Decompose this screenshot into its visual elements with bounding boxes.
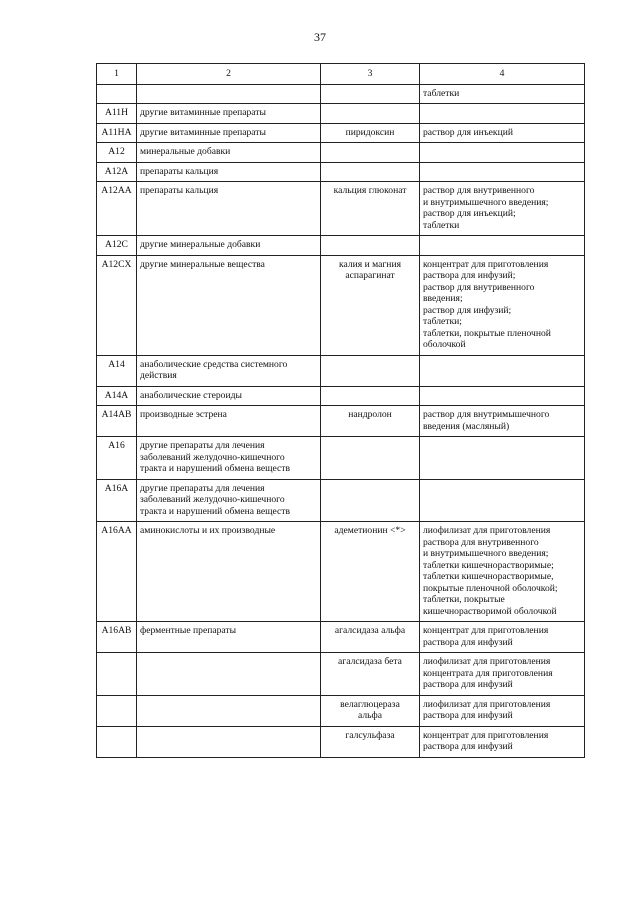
dosage-form-line: кишечнорастворимой оболочкой — [423, 605, 557, 617]
drug-name-cell — [321, 236, 420, 256]
anatomical-group-line: другие минеральные вещества — [140, 258, 265, 270]
dosage-form-line: таблетки, покрытые — [423, 594, 505, 605]
dosage-form-cell — [420, 695, 585, 726]
anatomical-group-cell — [137, 522, 321, 622]
anatomical-group-cell — [137, 84, 321, 104]
table-row — [97, 437, 585, 480]
anatomical-group-cell — [137, 123, 321, 143]
table-header-row — [97, 64, 585, 85]
anatomical-group-line: другие витаминные препараты — [140, 126, 266, 138]
drug-name-line: велаглюцераза — [340, 698, 400, 710]
table-row — [97, 695, 585, 726]
dosage-form-cell — [420, 386, 585, 406]
anatomical-group-line: минеральные добавки — [140, 146, 231, 157]
dosage-form-cell — [420, 236, 585, 256]
column-header-2: 2 — [137, 64, 321, 85]
drug-name-cell — [321, 104, 420, 124]
drug-name-cell — [321, 162, 420, 182]
anatomical-group-cell — [137, 406, 321, 437]
drug-name-line: галсульфаза — [345, 729, 395, 741]
table-row — [97, 726, 585, 757]
anatomical-group-cell — [137, 104, 321, 124]
dosage-form-line: концентрат для приготовления — [423, 258, 549, 270]
atc-code-cell: A12AA — [97, 182, 137, 236]
dosage-form-line: раствор для инъекций; — [423, 208, 516, 219]
anatomical-group-cell — [137, 386, 321, 406]
anatomical-group-line: действия — [140, 370, 177, 381]
anatomical-group-line: тракта и нарушений обмена веществ — [140, 463, 291, 474]
atc-code-cell: A14A — [97, 386, 137, 406]
drug-name-cell — [321, 653, 420, 696]
drug-name-cell — [321, 406, 420, 437]
dosage-form-line: таблетки — [423, 219, 460, 231]
page-number: 37 — [314, 30, 326, 44]
dosage-form-cell — [420, 479, 585, 522]
drug-name-cell — [321, 479, 420, 522]
anatomical-group-line: анаболические стероиды — [140, 389, 242, 401]
dosage-form-cell — [420, 104, 585, 124]
table-row — [97, 622, 585, 653]
atc-code-cell — [97, 653, 137, 696]
dosage-form-line: раствор для инъекций — [423, 126, 513, 138]
dosage-form-line: раствора для инфузий; — [423, 270, 516, 281]
atc-code-cell — [97, 84, 137, 104]
drug-name-line: аспарагинат — [345, 270, 395, 281]
atc-code-cell: A16A — [97, 479, 137, 522]
drug-name-cell — [321, 123, 420, 143]
drug-name-line: агалсидаза альфа — [334, 625, 406, 636]
anatomical-group-cell — [137, 182, 321, 236]
table-row — [97, 355, 585, 386]
atc-code-cell: A11HA — [97, 123, 137, 143]
table-row — [97, 255, 585, 355]
anatomical-group-line: аминокислоты и их производные — [140, 525, 276, 536]
atc-code-cell: A16AB — [97, 622, 137, 653]
dosage-form-line: лиофилизат для приготовления — [423, 698, 551, 710]
dosage-form-line: раствор для внутривенного — [423, 281, 535, 293]
anatomical-group-cell — [137, 255, 321, 355]
dosage-form-line: концентрата для приготовления — [423, 667, 553, 679]
dosage-form-line: раствор для внутримышечного — [423, 409, 550, 420]
drug-name-cell — [321, 255, 420, 355]
dosage-form-cell — [420, 622, 585, 653]
table-row — [97, 522, 585, 622]
dosage-form-line: покрытые пленочной оболочкой; — [423, 582, 558, 594]
dosage-form-line: таблетки кишечнорастворимые; — [423, 559, 554, 571]
anatomical-group-cell — [137, 479, 321, 522]
table-row — [97, 386, 585, 406]
drug-name-cell — [321, 622, 420, 653]
anatomical-group-cell — [137, 143, 321, 163]
atc-code-cell: A12C — [97, 236, 137, 256]
dosage-form-cell — [420, 143, 585, 163]
dosage-form-cell — [420, 437, 585, 480]
column-header-3: 3 — [321, 64, 420, 85]
drug-name-cell — [321, 437, 420, 480]
dosage-form-line: концентрат для приготовления — [423, 625, 549, 636]
dosage-form-line: раствора для инфузий — [423, 741, 513, 752]
drug-list-table — [96, 63, 585, 758]
drug-name-cell — [321, 84, 420, 104]
dosage-form-line: таблетки кишечнорастворимые, — [423, 571, 554, 582]
anatomical-group-line: ферментные препараты — [140, 625, 237, 636]
table-row — [97, 123, 585, 143]
atc-code-cell — [97, 695, 137, 726]
dosage-form-cell — [420, 162, 585, 182]
dosage-form-line: раствор для внутривенного — [423, 185, 535, 196]
table-row — [97, 162, 585, 182]
column-header-4: 4 — [420, 64, 585, 85]
anatomical-group-line: анаболические средства системного — [140, 358, 288, 370]
dosage-form-line: раствора для инфузий — [423, 710, 513, 721]
anatomical-group-line: препараты кальция — [140, 185, 219, 196]
anatomical-group-cell — [137, 437, 321, 480]
drug-name-line: агалсидаза бета — [338, 656, 402, 667]
atc-code-cell: A11H — [97, 104, 137, 124]
table-row — [97, 406, 585, 437]
drug-name-cell — [321, 726, 420, 757]
dosage-form-line: лиофилизат для приготовления — [423, 656, 551, 667]
table-row — [97, 182, 585, 236]
dosage-form-line: введения (масляный) — [423, 420, 510, 432]
drug-name-cell — [321, 355, 420, 386]
drug-name-cell — [321, 143, 420, 163]
anatomical-group-line: заболеваний желудочно-кишечного — [140, 494, 285, 505]
dosage-form-line: оболочкой — [423, 339, 466, 350]
anatomical-group-line: другие витаминные препараты — [140, 107, 266, 118]
dosage-form-line: введения; — [423, 293, 463, 304]
dosage-form-cell — [420, 255, 585, 355]
drug-name-cell — [321, 695, 420, 726]
drug-name-line: калия и магния — [338, 258, 401, 270]
anatomical-group-line: другие минеральные добавки — [140, 239, 261, 250]
column-header-1: 1 — [97, 64, 137, 85]
anatomical-group-cell — [137, 236, 321, 256]
anatomical-group-line: заболеваний желудочно-кишечного — [140, 451, 285, 463]
dosage-form-line: концентрат для приготовления — [423, 729, 549, 741]
drug-name-line: нандролон — [348, 409, 392, 420]
dosage-form-line: лиофилизат для приготовления — [423, 525, 551, 536]
table-row — [97, 143, 585, 163]
anatomical-group-cell — [137, 355, 321, 386]
atc-code-cell: A16 — [97, 437, 137, 480]
drug-name-cell — [321, 522, 420, 622]
table-row — [97, 104, 585, 124]
table-row — [97, 84, 585, 104]
anatomical-group-cell — [137, 622, 321, 653]
dosage-form-cell — [420, 522, 585, 622]
table-row — [97, 236, 585, 256]
dosage-form-cell — [420, 84, 585, 104]
dosage-form-line: раствора для внутривенного — [423, 536, 539, 548]
table-row — [97, 653, 585, 696]
dosage-form-cell — [420, 355, 585, 386]
drug-name-cell — [321, 386, 420, 406]
atc-code-cell: A14 — [97, 355, 137, 386]
atc-code-cell: A12A — [97, 162, 137, 182]
drug-name-cell — [321, 182, 420, 236]
atc-code-cell — [97, 726, 137, 757]
drug-name-line: альфа — [358, 710, 382, 721]
dosage-form-line: и внутримышечного введения; — [423, 196, 549, 208]
anatomical-group-line: тракта и нарушений обмена веществ — [140, 505, 291, 517]
dosage-form-line: и внутримышечного введения; — [423, 548, 549, 559]
drug-name-line: пиридоксин — [345, 126, 395, 138]
drug-name-line: кальция глюконат — [333, 185, 407, 196]
atc-code-cell: A12CX — [97, 255, 137, 355]
anatomical-group-cell — [137, 726, 321, 757]
dosage-form-cell — [420, 123, 585, 143]
atc-code-cell: A16AA — [97, 522, 137, 622]
dosage-form-cell — [420, 726, 585, 757]
anatomical-group-cell — [137, 695, 321, 726]
anatomical-group-line: производные эстрена — [140, 409, 227, 420]
anatomical-group-cell — [137, 162, 321, 182]
dosage-form-line: раствор для инфузий; — [423, 304, 512, 316]
dosage-form-line: раствора для инфузий — [423, 679, 513, 690]
dosage-form-line: раствора для инфузий — [423, 636, 513, 648]
dosage-form-cell — [420, 653, 585, 696]
atc-code-cell: A12 — [97, 143, 137, 163]
anatomical-group-line: препараты кальция — [140, 165, 219, 177]
anatomical-group-line: другие препараты для лечения — [140, 440, 265, 451]
table-body — [97, 84, 585, 757]
dosage-form-line: таблетки — [423, 87, 460, 99]
dosage-form-line: таблетки; — [423, 316, 462, 327]
dosage-form-line: таблетки, покрытые пленочной — [423, 327, 551, 339]
dosage-form-cell — [420, 182, 585, 236]
table-row — [97, 479, 585, 522]
dosage-form-cell — [420, 406, 585, 437]
anatomical-group-cell — [137, 653, 321, 696]
anatomical-group-line: другие препараты для лечения — [140, 482, 265, 494]
atc-code-cell: A14AB — [97, 406, 137, 437]
drug-name-line: адеметионин <*> — [334, 525, 406, 536]
